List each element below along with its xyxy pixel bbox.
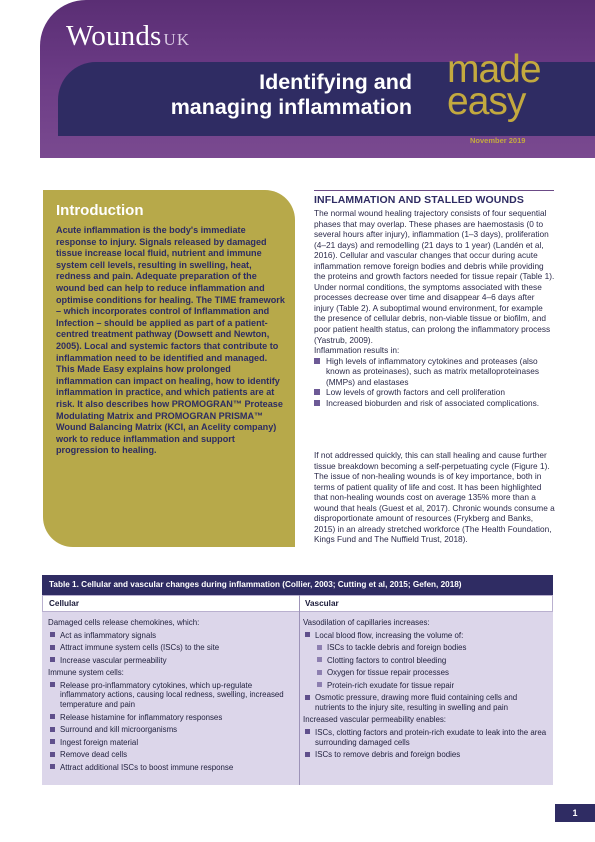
list-item: Local blood flow, increasing the volume of: — [303, 631, 549, 641]
list-item: Osmotic pressure, drawing more fluid containing cells and nutrients to the injury site, resulting in swelling and pain — [303, 693, 549, 713]
introduction-title: Introduction — [56, 202, 144, 219]
list-item: Remove dead cells — [48, 750, 296, 760]
list-item: ISCs, clotting factors and protein-rich exudate to leak into the area surrounding damaged cells — [303, 728, 549, 748]
series-line-1: made — [447, 48, 541, 91]
vascular-column — [303, 616, 549, 763]
section-body — [314, 208, 556, 408]
section-paragraph-2: If not addressed quickly, this can stall healing and cause further tissue breakdown becoming a self-perpetuating cycle (Figure 1). The issue of non-healing wounds is of key importance, both in terms of patient quality of life and cost. It has been highlighted that non-healing wounds cost on average 135% more than a wound that heals (Guest et al, 2017). Chronic wounds consume a disproportionate amount of resources (Frykberg and Banks, 2015) in an already stretched workforce (The Health Foundation, Kings Fund and The Nuffield Trust, 2018). — [314, 450, 555, 545]
list-item: Attract additional ISCs to boost immune response — [48, 763, 296, 773]
list-item: Increased bioburden and risk of associated complications. — [314, 398, 556, 409]
list-item: Release histamine for inflammatory responses — [48, 713, 296, 723]
sub-list-item: Clotting factors to control bleeding — [303, 656, 549, 666]
vascular-lead-2: Increased vascular permeability enables: — [303, 715, 446, 725]
vascular-list-1 — [303, 631, 549, 713]
intro-paragraph-1: Acute inflammation is the body's immediate response to injury. Signals released by damaged tissue increase local fluid, nutrient and immune system cell levels, resulting in swelling, heat, redness and pain. Adequate preparation of the wound bed can help to reduce inflammation and optimise conditions for healing. The TIME framework – which incorporates control of Inflammation and Infection – should be applied as part of a patient-centred treatment pathway (Dowsett and Newton, 2005). Local and systemic factors that contribute to inflammation need to be identified and managed. — [56, 225, 285, 363]
list-item: High levels of inflammatory cytokines and proteases (also known as proteinases), such as matrix metalloproteinases (MMPs) and elastases — [314, 356, 556, 388]
issue-date: November 2019 — [470, 136, 526, 145]
series-line-2: easy — [447, 80, 526, 123]
section-paragraph-1: The normal wound healing trajectory consists of four sequential phases that may overlap. These phases are haemostasis (0 to several hours after injury), inflammation (1–3 days), proliferation (4–21 days) and remodelling (21 days to 1 year) (Landén et al, 2016). Cellular and vascular changes that occur during acute inflammation remove foreign bodies and debris while providing the proteins and growth factors needed for tissue repair (Table 1). Under normal conditions, the symptoms associated with these processes decrease over time and disappear 4–6 days after injury (Table 2). A suboptimal wound environment, for example the presence of cellular debris, non-viable tissue or biofilm, and poor patient health status, can prolong the inflammatory process (Yastrub, 2009). — [314, 208, 555, 345]
list-item: ISCs to remove debris and foreign bodies — [303, 750, 549, 760]
made-easy-logo — [447, 48, 541, 123]
sub-list-item: Protein-rich exudate for tissue repair — [303, 681, 549, 691]
list-item: Low levels of growth factors and cell proliferation — [314, 387, 556, 398]
page-header — [0, 0, 595, 158]
list-item: Attract immune system cells (ISCs) to the site — [48, 643, 296, 653]
brand-name: Wounds — [66, 20, 162, 52]
list-item: Act as inflammatory signals — [48, 631, 296, 641]
results-lead: Inflammation results in: — [314, 345, 400, 356]
cellular-column — [48, 616, 296, 775]
section-divider — [314, 190, 554, 191]
list-item: Surround and kill microorganisms — [48, 725, 296, 735]
cellular-lead-2: Immune system cells: — [48, 668, 124, 677]
introduction-body — [56, 225, 288, 457]
vascular-list-2 — [303, 728, 549, 760]
sub-list-item: ISCs to tackle debris and foreign bodies — [303, 643, 549, 653]
results-list — [314, 356, 556, 409]
section-heading: INFLAMMATION AND STALLED WOUNDS — [314, 194, 524, 206]
cellular-list-2 — [48, 681, 296, 773]
table-caption: Table 1. Cellular and vascular changes during inflammation (Collier, 2003; Cutting et al, 2015; Gefen, 2018) — [42, 575, 553, 595]
column-header-cellular: Cellular — [49, 599, 80, 608]
page-number: 1 — [555, 804, 595, 822]
column-divider — [299, 595, 300, 785]
cellular-lead-1: Damaged cells release chemokines, which: — [48, 618, 200, 627]
column-header-vascular: Vascular — [305, 599, 339, 608]
list-item: Ingest foreign material — [48, 738, 296, 748]
title-line-2: managing inflammation — [170, 95, 412, 119]
intro-paragraph-2: This Made Easy explains how prolonged inflammation can impact on healing, how to identify inflammation in practice, and which patients are at risk. It also describes how PROMOGRAN™ Protease Modulating Matrix and PROMOGRAN PRISMA™ Wound Balancing Matrix (KCI, an Acelity company) work to reduce inflammation and support progression to healing. — [56, 364, 283, 456]
list-item: Release pro-inflammatory cytokines, which up-regulate inflammatory actions, causing local redness, swelling, increased temperature and pain — [48, 681, 296, 711]
cellular-list-1 — [48, 631, 296, 666]
wounds-uk-logo — [66, 20, 190, 53]
sub-list-item: Oxygen for tissue repair processes — [303, 668, 549, 678]
brand-suffix: UK — [163, 30, 191, 49]
list-item: Increase vascular permeability — [48, 656, 296, 666]
table-header-row — [42, 595, 553, 612]
title-line-1: Identifying and — [259, 70, 412, 94]
page-title — [112, 70, 412, 120]
vascular-lead-1: Vasodilation of capillaries increases: — [303, 618, 430, 627]
